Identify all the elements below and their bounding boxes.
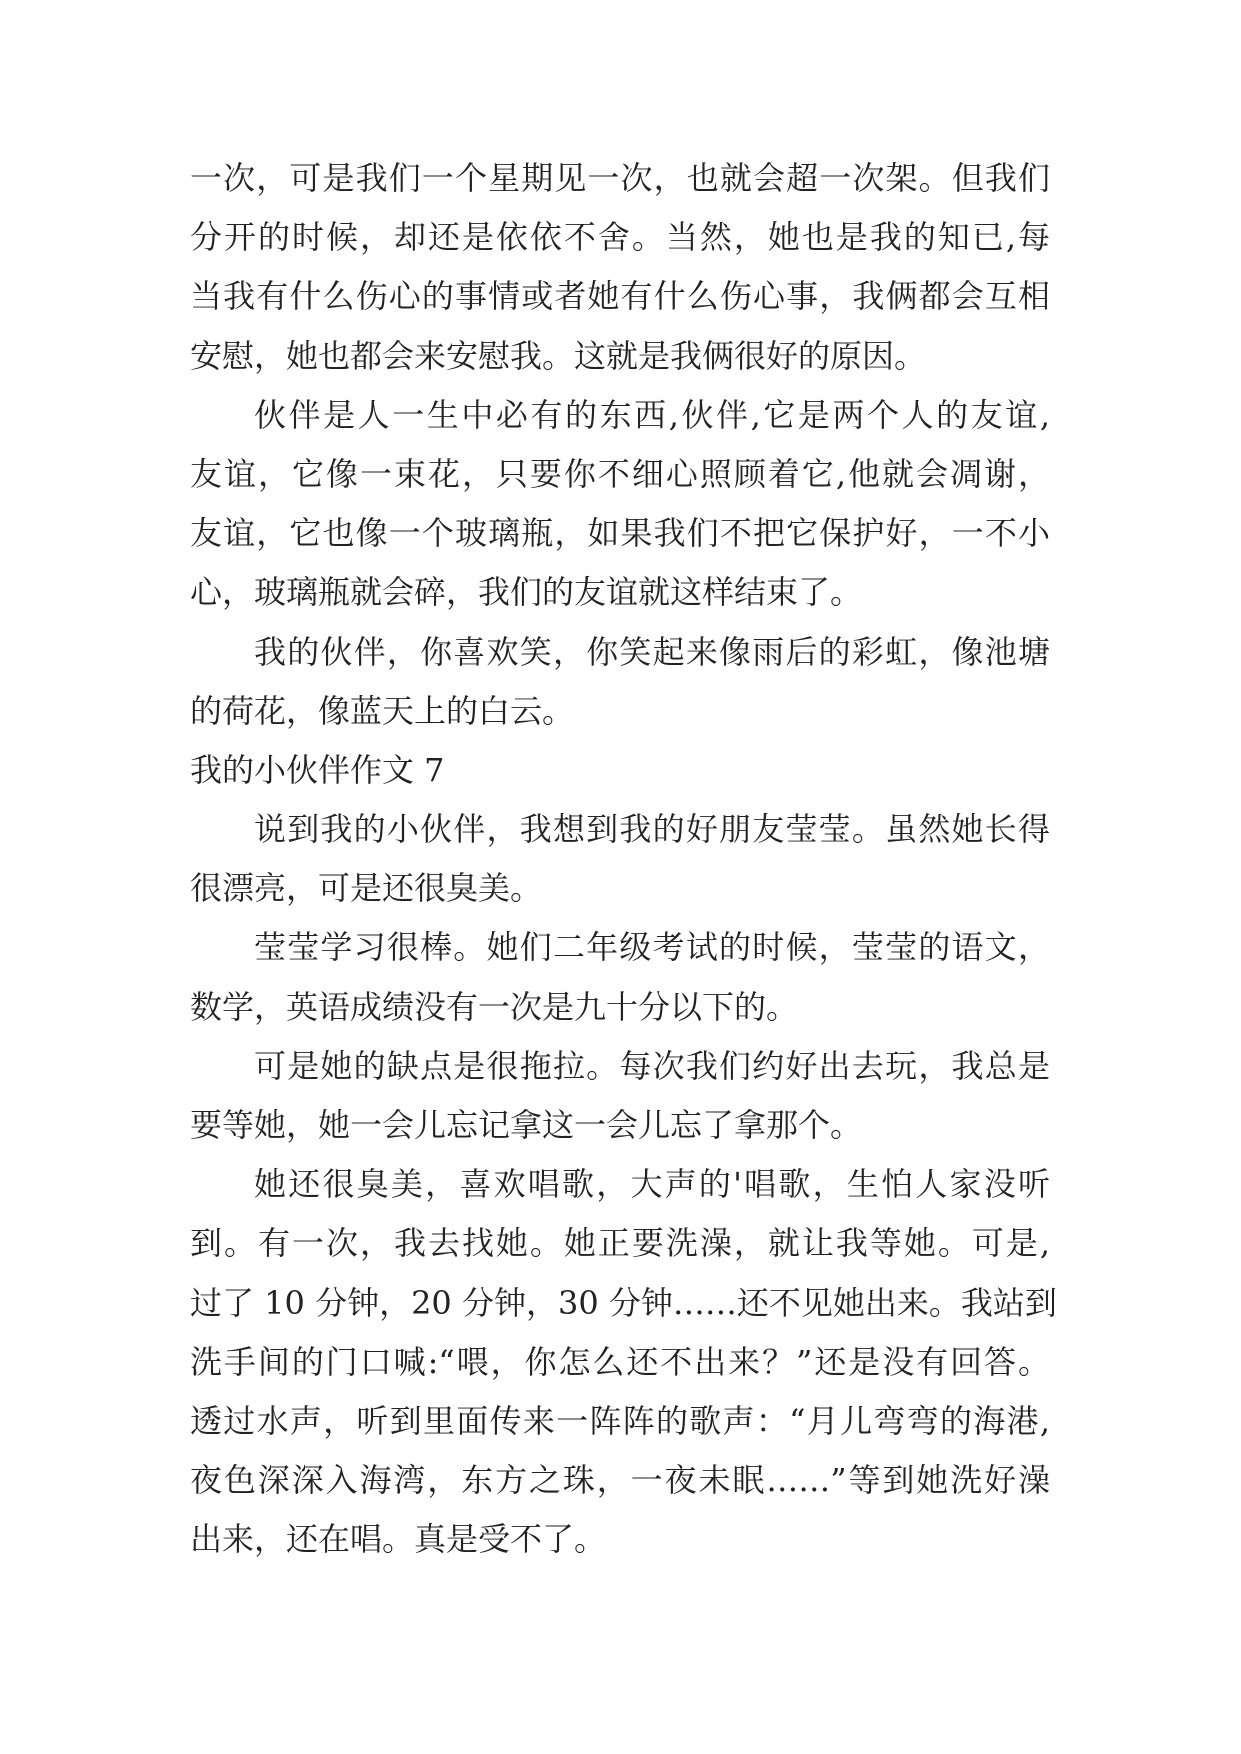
text-line: 分开的时候，却还是依依不舍。当然，她也是我的知已,每 (190, 218, 1050, 257)
text-line: 很漂亮，可是还很臭美。 (190, 869, 543, 908)
text-line: 安慰，她也都会来安慰我。这就是我俩很好的原因。 (190, 336, 927, 375)
text-line: 她还很臭美，喜欢唱歌，大声的'唱歌，生怕人家没听 (254, 1165, 1050, 1204)
text-line: 当我有什么伤心的事情或者她有什么伤心事，我俩都会互相 (190, 277, 1050, 316)
text-line: 的荷花，像蓝天上的白云。 (190, 691, 575, 730)
text-line: 我的小伙伴作文 7 (190, 750, 445, 789)
text-line: 过了 10 分钟，20 分钟，30 分钟……还不见她出来。我站到 (190, 1283, 1057, 1322)
text-line: 一次，可是我们一个星期见一次，也就会超一次架。但我们 (190, 159, 1050, 197)
text-line: 心，玻璃瓶就会碎，我们的友谊就这样结束了。 (190, 573, 863, 612)
text-line: 莹莹学习很棒。她们二年级考试的时候，莹莹的语文， (254, 928, 1050, 967)
text-line: 要等她，她一会儿忘记拿这一会儿忘了拿那个。 (190, 1106, 863, 1144)
text-line: 数学，英语成绩没有一次是九十分以下的。 (190, 987, 799, 1026)
text-line: 洗手间的门口喊:“喂，你怎么还不出来？”还是没有回答。 (190, 1342, 1050, 1381)
text-line: 夜色深深入海湾，东方之珠，一夜未眠……”等到她洗好澡 (190, 1461, 1050, 1500)
text-line: 友谊，它也像一个玻璃瓶，如果我们不把它保护好，一不小 (190, 514, 1050, 553)
document-body (190, 149, 1057, 1570)
text-line: 到。有一次，我去找她。她正要洗澡，就让我等她。可是, (190, 1224, 1050, 1263)
text-line: 友谊，它像一束花，只要你不细心照顾着它,他就会凋谢， (190, 454, 1050, 493)
text-line: 出来，还在唱。真是受不了。 (190, 1520, 607, 1559)
text-line: 可是她的缺点是很拖拉。每次我们约好出去玩，我总是 (254, 1046, 1050, 1085)
text-line: 我的伙伴，你喜欢笑，你笑起来像雨后的彩虹，像池塘 (254, 632, 1050, 671)
text-line: 透过水声，听到里面传来一阵阵的歌声：“月儿弯弯的海港, (190, 1401, 1050, 1440)
text-line: 说到我的小伙伴，我想到我的好朋友莹莹。虽然她长得 (254, 810, 1050, 849)
text-line: 伙伴是人一生中必有的东西,伙伴,它是两个人的友谊, (254, 395, 1050, 434)
